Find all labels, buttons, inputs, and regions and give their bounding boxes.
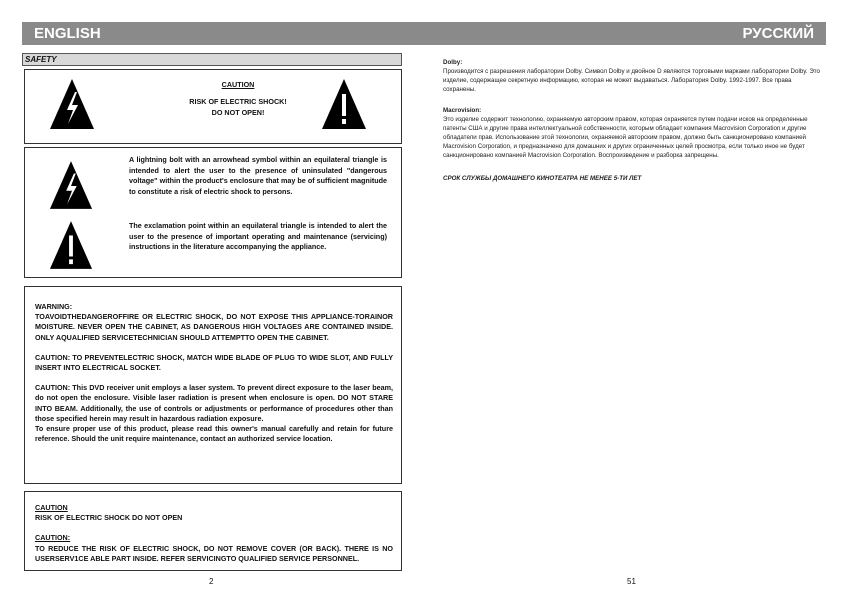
lightning-warning-icon: [49, 78, 95, 130]
caution-bottom-title-1: CAUTION: [35, 503, 68, 512]
caution-box: [24, 69, 402, 144]
warning-box: [24, 286, 402, 484]
lightning-symbol-icon: [49, 160, 93, 210]
caution-bottom-text: [35, 503, 393, 564]
caution-line1: RISK OF ELECTRIC SHOCK!: [189, 97, 287, 106]
caution-bottom-line-2: TO REDUCE THE RISK OF ELECTRIC SHOCK, DO NOT REMOVE COVER (OR BACK). THERE IS NO USERSERV1CE ABLE PART INSIDE. REFER SERVICINGTO QUALIFIED SERVICE PERSONNEL.: [35, 543, 393, 563]
warning-paragraph-2: CAUTION: TO PREVENTELECTRIC SHOCK, MATCH WIDE BLADE OF PLUG TO WIDE SLOT, AND FULLY INSERT INTO ELECTRICAL SOCKET.: [35, 352, 393, 373]
caution-bottom-title-2: CAUTION:: [35, 533, 71, 543]
warning-paragraph-1: TOAVOIDTHEDANGEROFFIRE OR ELECTRIC SHOCK, DO NOT EXPOSE THIS APPLIANCE-TORAINOR MOISTURE. NEVER OPEN THE CABINET, AS DANGEROUS HIGH VOLTAGES ARE CONTAINED INSIDE. ONLY AQUALIFIED SERVICETECHNICIAN SHOULD ATTEMPTTO OPEN THE CABINET.: [35, 312, 393, 342]
caution-line2: DO NOT OPEN!: [211, 108, 265, 117]
exclamation-description: The exclamation point within an equilateral triangle is intended to alert the user to the presence of important operating and maintenance (servicing) instructions in the literature accompanying the appliance.: [129, 221, 387, 252]
dolby-text: Производится с разрешения лаборатории Dolby. Символ Dolby и двойное D являются торговыми марками лаборатории Dolby. Это изделие, содержащее секретную информацию, которая не может выдаваться. Лаборатория Dolby. 1992-1997. Все права сохранены.: [443, 68, 820, 93]
dolby-section: [443, 58, 823, 94]
caution-bottom-line-1: RISK OF ELECTRIC SHOCK DO NOT OPEN: [35, 513, 183, 523]
service-life-note: СРОК СЛУЖБЫ ДОМАШНЕГО КИНОТЕАТРА НЕ МЕНЕЕ 5-ТИ ЛЕТ: [443, 175, 642, 182]
lightning-description: A lightning bolt with an arrowhead symbol within an equilateral triangle is intended to alert the user to the presence of uninsulated "dangerous voltage" within the product's enclosure that may be of sufficient magnitude to constitute a risk of electric shock to persons.: [129, 155, 387, 196]
macrovision-text: Это изделие содержит технологию, охраняемую авторским правом, которая охраняется путем подачи исков на определенные патенты США и другие права интеллектуальной собственности, которым обладает компания Macrovision Corporation и другие обладатели прав. Использование этой технологии, охраняемой авторским правом, должно быть санкционировано компанией Macrovision Corporation, и предназначено для домашних и других ограниченных целей просмотра, если только иное не будет санкционировано компанией Macrovision Corporation. Воспроизведение и разборка запрещены.: [443, 116, 808, 159]
caution-title: CAUTION: [221, 80, 255, 89]
dolby-title: Dolby:: [443, 59, 463, 66]
warning-paragraph-3: CAUTION: This DVD receiver unit employs a laser system. To prevent direct exposure to the laser beam, do not open the enclosure. Visible laser radiation is present when enclosure is open. DO NOT STARE INTO BEAM. Additionally, the use of controls or adjustments or performance of procedures other than those specified herein may result in hazardous radiation exposure.: [35, 383, 393, 423]
warning-text: [35, 302, 393, 444]
caution-text: [145, 79, 331, 118]
page-number-right: 51: [627, 577, 636, 586]
safety-label: SAFETY: [22, 53, 402, 66]
header-russian: РУССКИЙ: [424, 22, 826, 45]
header-english: ENGLISH: [22, 22, 424, 45]
caution-bottom-box: [24, 491, 402, 571]
macrovision-title: Macrovision:: [443, 107, 482, 114]
warning-paragraph-4: To ensure proper use of this product, please read this owner's manual carefully and retain for future reference. Should the unit require maintenance, contact an authorized service location.: [35, 424, 393, 444]
exclamation-symbol-icon: [49, 220, 93, 270]
exclamation-warning-icon: [321, 78, 367, 130]
macrovision-section: [443, 106, 823, 160]
symbol-explanation-box: [24, 147, 402, 278]
warning-title: WARNING:: [35, 302, 73, 311]
page-number-left: 2: [209, 577, 214, 586]
